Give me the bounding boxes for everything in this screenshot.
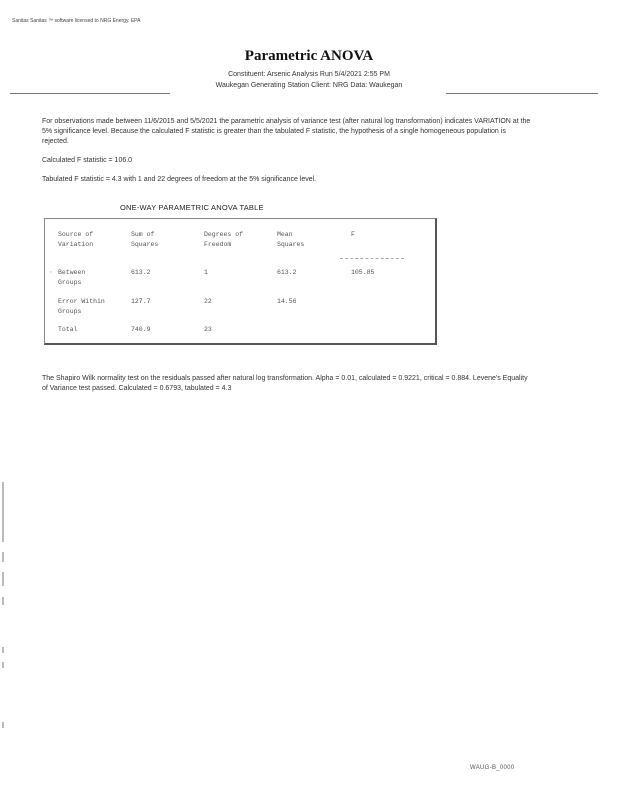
table-row-ss: 740.9	[131, 326, 151, 333]
table-row-df: 22	[204, 298, 212, 305]
table-row-source: Error Within Groups	[58, 298, 105, 315]
header-mean-squares: Mean Squares	[277, 231, 305, 248]
table-row-ms: 14.56	[277, 298, 297, 305]
table-row-f: 105.85	[351, 269, 375, 276]
header-degrees-of-freedom: Degrees of Freedom	[204, 231, 244, 248]
header-source: Source of Variation	[58, 231, 94, 248]
row-marker: ,	[50, 268, 52, 274]
page-title: Parametric ANOVA	[244, 48, 374, 64]
table-row-ss: 127.7	[131, 298, 151, 305]
anova-table-title: ONE-WAY PARAMETRIC ANOVA TABLE	[120, 203, 264, 212]
header-rule-left	[10, 93, 170, 94]
header-note: Sanitas Sanitas ™ software licensed to NRG Energy. EPA	[12, 18, 141, 24]
table-row-ms: 613.2	[277, 269, 297, 276]
table-row-ss: 613.2	[131, 269, 151, 276]
calculated-f-statistic: Calculated F statistic = 106.0	[42, 157, 133, 164]
header-sum-of-squares: Sum of Squares	[131, 231, 159, 248]
table-row-source: Between Groups	[58, 269, 86, 286]
scan-margin-marks	[2, 482, 4, 732]
table-row-df: 1	[204, 269, 208, 276]
subtitle-analysis: Constituent: Arsenic Analysis Run 5/4/2021 2:55 PM	[228, 71, 390, 78]
table-row-df: 23	[204, 326, 212, 333]
result-paragraph: For observations made between 11/6/2015 and 5/5/2021 the parametric analysis of variance test (after natural log transformation) indicates VARIATION at the 5% significance level. Because the calculated F statistic is greater than the tabulated F statistic, the hypothesis of a single homogeneous population is rejected.	[42, 118, 531, 145]
bates-number: WAUG-B_0000	[470, 765, 515, 771]
header-dash	[340, 258, 404, 259]
header-f: F	[351, 231, 355, 238]
normality-test-paragraph: The Shapiro Wilk normality test on the residuals passed after natural log transformation. Alpha = 0.01, calculated = 0.9221, critical = 0.884. Levene's Equality of Variance test passed. Calculated = 0.6793, tabulated = 4.3	[42, 375, 528, 392]
subtitle-site: Waukegan Generating Station Client: NRG Data: Waukegan	[215, 82, 403, 89]
table-row-source: Total	[58, 326, 78, 333]
header-rule-right	[446, 93, 598, 94]
tabulated-f-statistic: Tabulated F statistic = 4.3 with 1 and 22 degrees of freedom at the 5% significance level.	[42, 176, 317, 183]
